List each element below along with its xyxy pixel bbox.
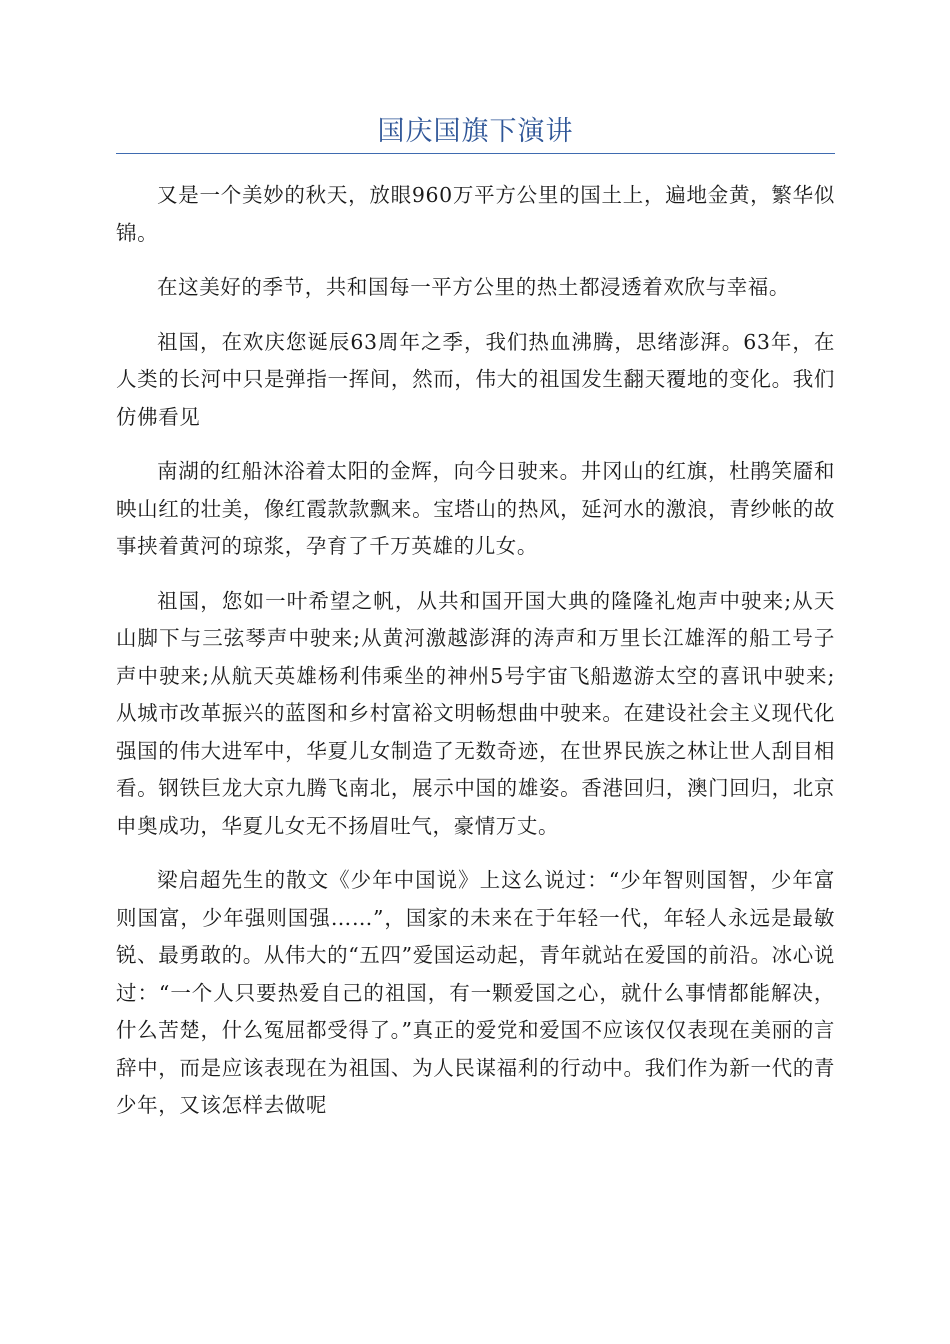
paragraph-6: 梁启超先生的散文《少年中国说》上这么说过：“少年智则国智，少年富则国富，少年强则国强……”，国家的未来在于年轻一代，年轻人永远是最敏锐、最勇敢的。从伟大的“五四”爱国运动起，青年就站在爱国的前沿。冰心说过：“一个人只要热爱自己的祖国，有一颗爱国之心，就什么事情都能解决，什么苦楚，什么冤屈都受得了。”真正的爱党和爱国不应该仅仅表现在美丽的言辞中，而是应该表现在为祖国、为人民谋福利的行动中。我们作为新一代的青少年，又该怎样去做呢 — [116, 868, 835, 1117]
paragraph-1: 又是一个美妙的秋天，放眼960万平方公里的国土上，遍地金黄，繁华似锦。 — [116, 183, 835, 245]
paragraph-3: 祖国，在欢庆您诞辰63周年之季，我们热血沸腾，思绪澎湃。63年，在人类的长河中只是弹指一挥间，然而，伟大的祖国发生翻天覆地的变化。我们仿佛看见 — [116, 329, 835, 429]
paragraph-2: 在这美好的季节，共和国每一平方公里的热土都浸透着欢欣与幸福。 — [157, 275, 790, 299]
title-underline — [116, 153, 835, 154]
paragraph-5: 祖国，您如一叶希望之帆，从共和国开国大典的隆隆礼炮声中驶来;从天山脚下与三弦琴声中驶来;从黄河激越澎湃的涛声和万里长江雄浑的船工号子声中驶来;从航天英雄杨利伟乘坐的神州5号宇宙飞船遨游太空的喜讯中驶来;从城市改革振兴的蓝图和乡村富裕文明畅想曲中驶来。在建设社会主义现代化强国的伟大进军中，华夏儿女制造了无数奇迹，在世界民族之林让世人刮目相看。钢铁巨龙大京九腾飞南北，展示中国的雄姿。香港回归，澳门回归，北京申奥成功，华夏儿女无不扬眉吐气，豪情万丈。 — [116, 588, 835, 838]
document-title: 国庆国旗下演讲 — [377, 116, 574, 147]
paragraph-4: 南湖的红船沐浴着太阳的金辉，向今日驶来。井冈山的红旗，杜鹃笑靥和映山红的壮美，像红霞款款飘来。宝塔山的热风，延河水的激浪，青纱帐的故事挟着黄河的琼浆，孕育了千万英雄的儿女。 — [116, 459, 835, 558]
document-body — [116, 177, 835, 1142]
